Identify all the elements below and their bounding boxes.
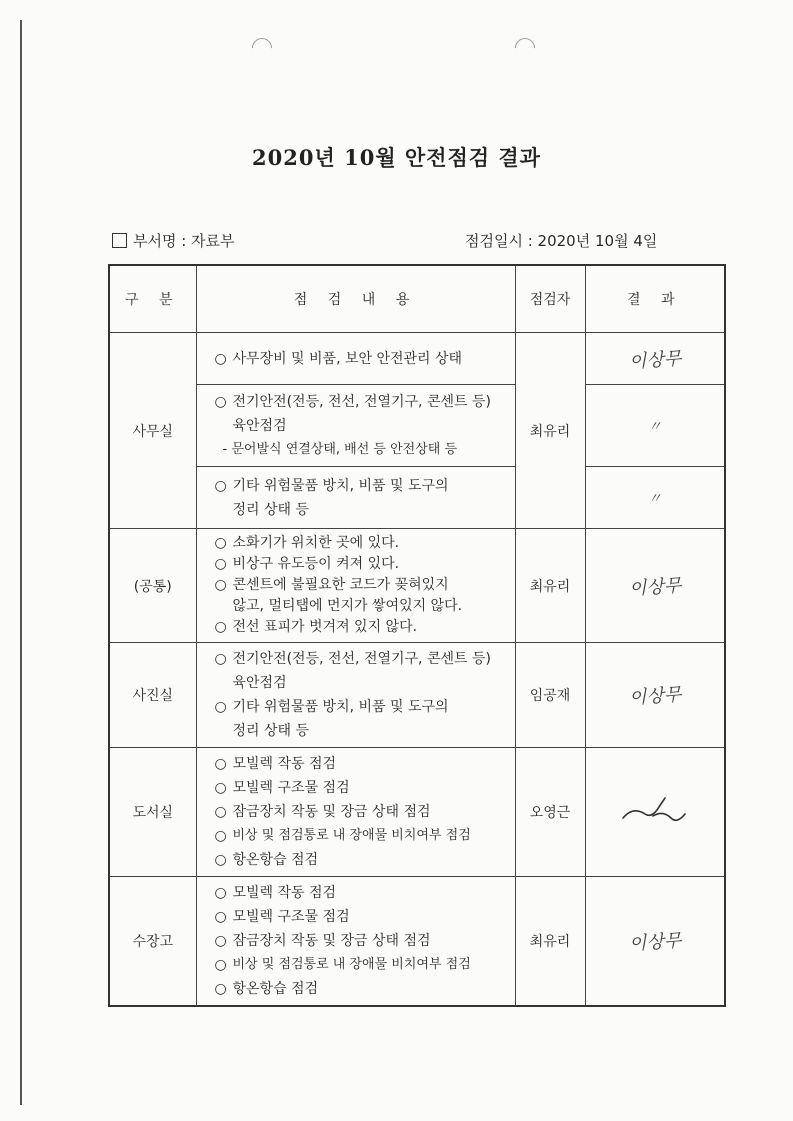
inspector-cell: 임공재 — [515, 643, 585, 748]
list-item: ○ 잠금장치 작동 및 장금 상태 점검 — [214, 933, 431, 949]
category-cell: 도서실 — [109, 748, 196, 877]
category-cell: 사무실 — [109, 333, 196, 529]
inspection-table — [108, 264, 726, 1007]
result-signature: 이상무 — [585, 529, 725, 643]
inspector-cell: 최유리 — [515, 529, 585, 643]
inspector-cell: 오영근 — [515, 748, 585, 877]
table-row — [109, 643, 725, 748]
list-item: ○ 모빌렉 구조물 점검 — [214, 780, 350, 796]
table-row — [109, 529, 725, 643]
table-header-row — [109, 265, 725, 333]
result-signature: 이상무 — [585, 333, 725, 385]
result-signature: 이상무 — [585, 643, 725, 748]
list-item: ○ 기타 위험물품 방치, 비품 및 도구의 — [214, 477, 449, 494]
list-item: ○ 비상 및 점검통로 내 장애물 비치여부 점검 — [214, 957, 471, 973]
list-item: ○ 모빌렉 구조물 점검 — [214, 909, 350, 925]
list-item: ○ 항온항습 점검 — [214, 981, 319, 997]
category-cell: 수장고 — [109, 877, 196, 1007]
header-result: 결 과 — [585, 265, 725, 333]
page-title: 2020년 10월 안전점검 결과 — [252, 145, 541, 170]
header-category: 구 분 — [109, 265, 196, 333]
list-item: ○ 비상 및 점검통로 내 장애물 비치여부 점검 — [214, 828, 471, 844]
result-signature — [585, 748, 725, 877]
items-cell — [196, 748, 515, 877]
list-item: ○ 콘센트에 불필요한 코드가 꽂혀있지 — [214, 577, 449, 593]
department — [112, 230, 235, 251]
category-cell: 사진실 — [109, 643, 196, 748]
inspector-cell: 최유리 — [515, 877, 585, 1007]
list-item: ○ 항온항습 점검 — [214, 852, 319, 868]
items-cell — [196, 385, 515, 467]
items-cell — [196, 333, 515, 385]
category-cell: (공통) — [109, 529, 196, 643]
items-cell — [196, 529, 515, 643]
inspection-date: 점검일시 : 2020년 10월 4일 — [465, 232, 658, 250]
table-row — [109, 748, 725, 877]
result-signature: 이상무 — [585, 877, 725, 1007]
list-item: ○ 전기안전(전등, 전선, 전열기구, 콘센트 등) — [214, 393, 491, 410]
list-item-cont: 정리 상태 등 — [232, 501, 310, 518]
punch-hole — [511, 34, 539, 62]
items-cell — [196, 467, 515, 529]
table-row — [109, 333, 725, 385]
list-item: ○ 잠금장치 작동 및 장금 상태 점검 — [214, 804, 431, 820]
list-item: ○ 사무장비 및 비품, 보안 안전관리 상태 — [214, 350, 463, 367]
result-ditto: 〃 — [585, 467, 725, 529]
list-item-cont: 않고, 멀티탭에 먼지가 쌓여있지 않다. — [232, 598, 463, 614]
list-item: ○ 전기안전(전등, 전선, 전열기구, 콘센트 등) — [214, 651, 491, 667]
punch-hole — [248, 34, 276, 62]
list-item: ○ 소화기가 위치한 곳에 있다. — [214, 535, 400, 551]
list-item: ○ 전선 표피가 벗겨져 있지 않다. — [214, 619, 418, 635]
checkbox-icon — [112, 233, 127, 248]
list-item: ○ 모빌렉 작동 점검 — [214, 885, 337, 901]
table-row — [109, 467, 725, 529]
header-inspector: 점검자 — [515, 265, 585, 333]
binding-line — [20, 20, 22, 1105]
list-subitem: - 문어발식 연결상태, 배선 등 안전상태 등 — [222, 441, 458, 457]
items-cell — [196, 877, 515, 1007]
list-item-cont: 육안점검 — [232, 675, 287, 691]
table-row — [109, 385, 725, 467]
list-item: ○ 비상구 유도등이 켜져 있다. — [214, 556, 400, 572]
list-item: ○ 모빌렉 작동 점검 — [214, 756, 337, 772]
list-item-cont: 정리 상태 등 — [232, 723, 310, 739]
department-label: 부서명 : 자료부 — [133, 232, 235, 250]
inspector-cell: 최유리 — [515, 333, 585, 529]
list-item: ○ 기타 위험물품 방치, 비품 및 도구의 — [214, 699, 449, 715]
table-row — [109, 877, 725, 1007]
handwritten-signature-icon — [615, 788, 695, 832]
header-content: 점 검 내 용 — [196, 265, 515, 333]
list-item-cont: 육안점검 — [232, 417, 287, 434]
items-cell — [196, 643, 515, 748]
result-ditto: 〃 — [585, 385, 725, 467]
